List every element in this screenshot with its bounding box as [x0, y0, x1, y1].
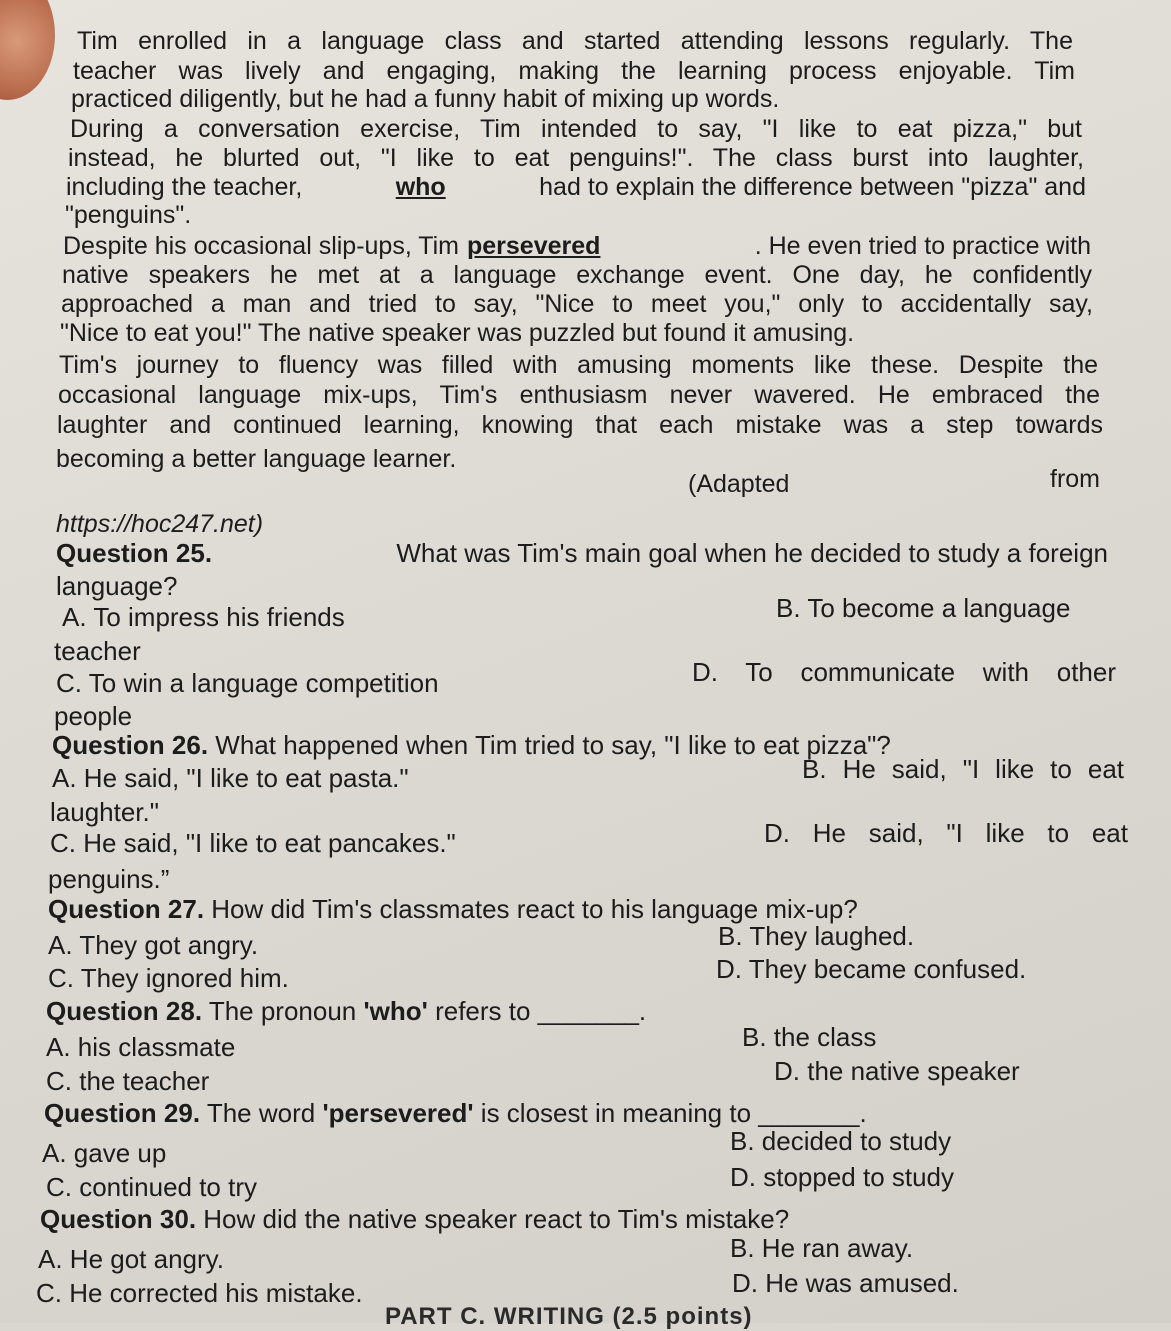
- question-28: [46, 996, 646, 1026]
- question-text: refers to _______.: [435, 996, 647, 1026]
- question-text: The pronoun: [208, 996, 357, 1026]
- question-text: How did Tim's classmates react to his language mix-up?: [211, 894, 858, 924]
- option-d-cont: people: [54, 701, 133, 731]
- question-25: [56, 538, 1108, 568]
- passage-line: occasional language mix-ups, Tim's enthusiasm never wavered. He embraced the: [58, 381, 1100, 409]
- question-label: Question 27.: [48, 894, 205, 924]
- underlined-persevered: persevered: [467, 232, 601, 260]
- passage-line: becoming a better language learner.: [56, 445, 457, 473]
- option-b-cont: laughter.": [50, 797, 159, 827]
- option-a: A. To impress his friends: [62, 602, 345, 632]
- option-a: A. his classmate: [46, 1032, 236, 1062]
- option-b-cont: teacher: [54, 636, 141, 666]
- option-a: A. gave up: [42, 1138, 167, 1168]
- question-text: What was Tim's main goal when he decided to study a foreign: [396, 538, 1108, 568]
- passage-line: instead, he blurted out, "I like to eat penguins!". The class burst into laughter,: [68, 144, 1084, 172]
- option-d: D. He said, "I like to eat: [764, 818, 1128, 848]
- question-27: [48, 894, 858, 924]
- passage-line: "penguins".: [65, 201, 192, 229]
- option-d-cont: penguins.”: [48, 864, 170, 894]
- passage-text: . He even tried to practice with: [754, 232, 1091, 260]
- option-a: A. He said, "I like to eat pasta.": [52, 763, 409, 793]
- passage-line: [63, 231, 1091, 261]
- passage-line: [66, 172, 1086, 202]
- question-26: [52, 730, 891, 760]
- question-29: [44, 1098, 867, 1128]
- option-c: C. To win a language competition: [56, 668, 439, 698]
- question-text: language?: [56, 571, 178, 601]
- question-keyword: 'who': [363, 996, 428, 1026]
- question-label: Question 29.: [44, 1098, 201, 1128]
- passage-text: had to explain the difference between "pizza" and: [539, 173, 1086, 201]
- question-label: Question 26.: [52, 730, 209, 760]
- question-label: Question 30.: [40, 1204, 197, 1234]
- passage-line: approached a man and tried to say, "Nice to meet you," only to accidentally say,: [61, 290, 1093, 318]
- source-link: https://hoc247.net): [56, 510, 264, 538]
- from-label: from: [1050, 465, 1100, 493]
- option-c: C. He said, "I like to eat pancakes.": [50, 828, 456, 858]
- passage-line: Tim enrolled in a language class and started attending lessons regularly. The: [77, 27, 1073, 55]
- option-d: D. stopped to study: [730, 1162, 955, 1192]
- option-d: D. the native speaker: [774, 1056, 1020, 1086]
- option-c: C. continued to try: [46, 1172, 257, 1202]
- passage-text: including the teacher,: [66, 173, 303, 201]
- adapted-label: (Adapted: [688, 470, 790, 498]
- question-text: is closest in meaning to _______.: [480, 1098, 867, 1128]
- passage-line: native speakers he met at a language exchange event. One day, he confidently: [62, 261, 1092, 289]
- question-text: What happened when Tim tried to say, "I like to eat pizza"?: [215, 730, 891, 760]
- passage-line: practiced diligently, but he had a funny habit of mixing up words.: [71, 85, 780, 113]
- section-heading-writing: PART C. WRITING (2.5 points): [385, 1303, 753, 1330]
- question-30: [40, 1204, 789, 1234]
- passage-text: Despite his occasional slip-ups, Tim: [63, 232, 459, 260]
- option-c: C. the teacher: [46, 1066, 210, 1096]
- question-keyword: 'persevered': [322, 1098, 474, 1128]
- option-d: D. To communicate with other: [692, 657, 1116, 687]
- option-b: B. He ran away.: [730, 1233, 914, 1263]
- question-label: Question 25.: [56, 538, 213, 568]
- option-b: B. To become a language: [776, 593, 1071, 623]
- question-label: Question 28.: [46, 996, 203, 1026]
- option-d: D. He was amused.: [732, 1268, 959, 1298]
- question-text: How did the native speaker react to Tim's mistake?: [203, 1204, 790, 1234]
- underlined-who: who: [395, 173, 446, 201]
- passage-line: Tim's journey to fluency was filled with amusing moments like these. Despite the: [59, 351, 1098, 379]
- passage-line: During a conversation exercise, Tim intended to say, "I like to eat pizza," but: [70, 115, 1082, 143]
- question-text: The word: [206, 1098, 316, 1128]
- option-b: B. the class: [742, 1022, 877, 1052]
- option-a: A. He got angry.: [38, 1244, 224, 1274]
- option-b: B. decided to study: [730, 1126, 952, 1156]
- passage-line: "Nice to eat you!" The native speaker was puzzled but found it amusing.: [60, 319, 855, 347]
- option-b: B. They laughed.: [718, 921, 915, 951]
- passage-line: teacher was lively and engaging, making the learning process enjoyable. Tim: [73, 57, 1075, 85]
- option-c: C. They ignored him.: [48, 963, 289, 993]
- passage-line: laughter and continued learning, knowing that each mistake was a step towards: [57, 411, 1103, 439]
- option-a: A. They got angry.: [48, 930, 259, 960]
- option-c: C. He corrected his mistake.: [36, 1278, 363, 1308]
- option-b: B. He said, "I like to eat: [802, 754, 1124, 784]
- option-d: D. They became confused.: [716, 954, 1027, 984]
